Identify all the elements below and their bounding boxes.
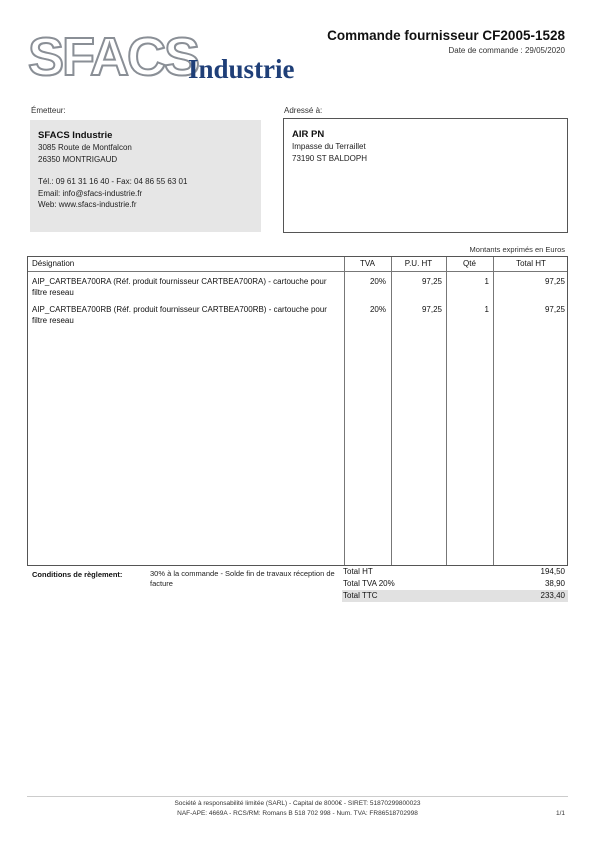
column-divider [446, 257, 447, 565]
total-ht-label: Total HT [343, 567, 373, 576]
page-number: 1/1 [555, 810, 565, 817]
sender-city: 26350 MONTRIGAUD [38, 154, 118, 164]
company-logo [28, 27, 318, 90]
recipient-name: AIR PN [292, 129, 325, 140]
sender-address-box [30, 120, 261, 232]
logo-industry-text: Industrie [188, 54, 295, 84]
column-divider [493, 257, 494, 565]
row-1-quantity: 1 [484, 277, 489, 286]
row-2-total: 97,25 [544, 305, 565, 314]
recipient-address-box [283, 118, 568, 233]
total-ttc-value: 233,40 [540, 591, 565, 600]
row-2-tva: 20% [369, 305, 386, 314]
sender-street: 3085 Route de Montfalcon [38, 143, 132, 152]
recipient-label: Adressé à: [284, 106, 323, 115]
order-date: Date de commande : 29/05/2020 [448, 46, 565, 55]
recipient-street: Impasse du Terraillet [292, 142, 366, 151]
column-divider [344, 257, 345, 565]
sender-email: Email: info@sfacs-industrie.fr [38, 188, 143, 198]
total-ttc-label: Total TTC [343, 591, 378, 600]
row-1-unit-price: 97,25 [421, 277, 442, 286]
sender-web: Web: www.sfacs-industrie.fr [38, 200, 137, 209]
header-total-ht: Total HT [516, 259, 546, 268]
sender-name: SFACS Industrie [38, 130, 113, 141]
footer-divider [27, 796, 568, 797]
row-1-total: 97,25 [544, 277, 565, 286]
row-2-designation: AIP_CARTBEA700RB (Réf. produit fournisseur CARTBEA700RB) - cartouche pour filtre reseau [32, 305, 327, 325]
row-2-quantity: 1 [484, 305, 489, 314]
row-2-unit-price: 97,25 [421, 305, 442, 314]
row-1-tva: 20% [369, 277, 386, 286]
sender-label: Émetteur: [31, 106, 66, 115]
footer-legal-line-1: Société à responsabilité limitée (SARL) - Capital de 8000€ - SIRET: 51870299800023 [174, 800, 421, 807]
table-header-divider [28, 271, 567, 272]
footer-legal-line-2: NAF-APE: 4669A - RCS/RM: Romans B 518 702 998 - Num. TVA: FR86518702998 [177, 810, 418, 817]
payment-terms-value: 30% à la commande - Solde fin de travaux réception de facture [150, 569, 335, 588]
row-1-designation: AIP_CARTBEA700RA (Réf. produit fournisseur CARTBEA700RA) - cartouche pour filtre reseau [32, 277, 327, 297]
header-unit-price: P.U. HT [404, 259, 433, 268]
total-ht-value: 194,50 [540, 567, 565, 576]
total-tva-value: 38,90 [544, 579, 565, 588]
total-ht-row [342, 566, 568, 578]
header-designation: Désignation [32, 259, 75, 268]
header-tva: TVA [360, 259, 375, 268]
sender-phone: Tél.: 09 61 31 16 40 - Fax: 04 86 55 63 01 [38, 177, 188, 186]
recipient-city: 73190 ST BALDOPH [292, 153, 368, 163]
total-tva-row [342, 578, 568, 590]
column-divider [391, 257, 392, 565]
order-lines-table [27, 256, 568, 566]
header-quantity: Qté [463, 259, 476, 268]
logo-brand-text: SFACS [28, 27, 199, 87]
document-title: Commande fournisseur CF2005-1528 [327, 28, 565, 43]
currency-note: Montants exprimés en Euros [469, 245, 565, 254]
total-tva-label: Total TVA 20% [343, 579, 395, 588]
payment-terms-label: Conditions de règlement: [32, 570, 123, 579]
total-ttc-row [342, 590, 568, 602]
